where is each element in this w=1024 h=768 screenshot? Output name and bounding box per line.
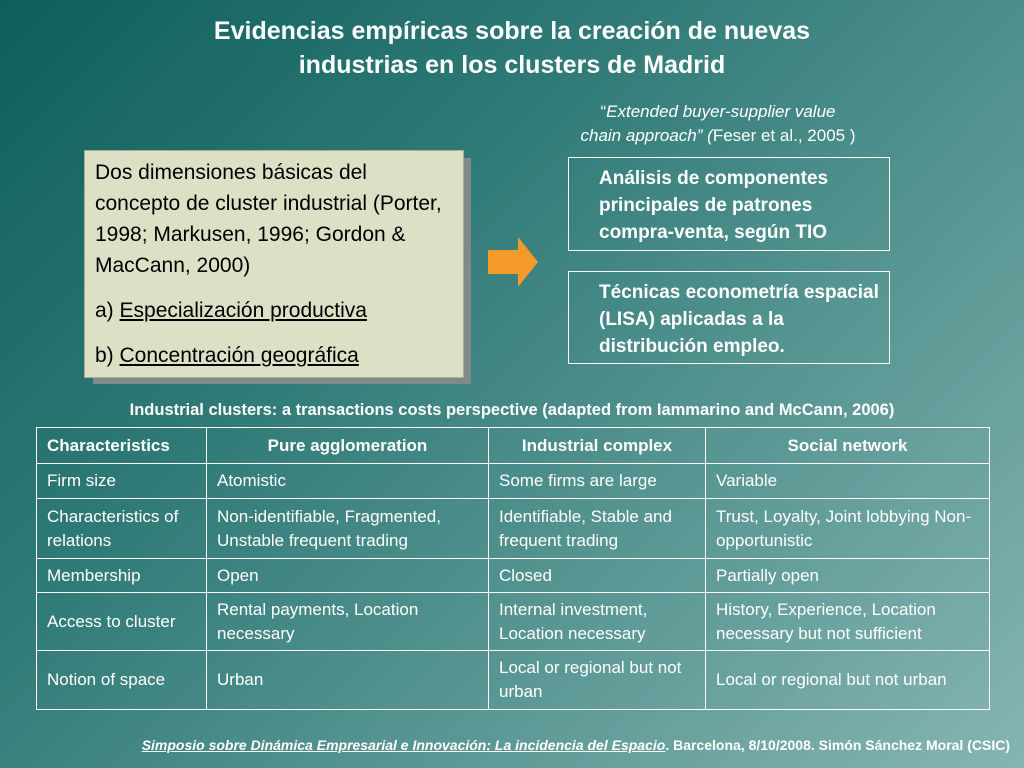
dimensions-intro: Dos dimensiones básicas del concepto de cluster industrial (Porter, 1998; Markusen, 1996; Gordon & MacCann, 2000) <box>95 161 442 277</box>
citation-open-quote: “ <box>600 102 607 121</box>
citation-reference: Feser et al., 2005 ) <box>712 126 856 145</box>
citation <box>540 100 896 148</box>
table-cell: Partially open <box>706 559 990 593</box>
footer-event-link[interactable]: Simposio sobre Dinámica Empresarial e Innovación: La incidencia del Espacio <box>141 737 666 753</box>
footer-details: . Barcelona, 8/10/2008. Simón Sánchez Moral (CSIC) <box>665 737 1010 753</box>
citation-italic-line-2: chain approach” ( <box>580 126 713 145</box>
table-cell: Closed <box>489 559 706 593</box>
table-row <box>37 499 990 559</box>
right-arrow-shape <box>488 237 538 287</box>
table-row <box>37 593 990 651</box>
dimension-item-a-label: Especialización productiva <box>119 299 367 322</box>
header-social-network: Social network <box>706 428 990 464</box>
table-header-row <box>37 428 990 464</box>
table-cell: Rental payments, Location necessary <box>207 593 489 651</box>
dimension-item-a <box>95 295 453 326</box>
dimension-item-b <box>95 340 453 371</box>
table-cell: Characteristics of relations <box>37 499 207 559</box>
right-arrow-icon <box>488 237 538 287</box>
table-cell: Non-identifiable, Fragmented, Unstable frequent trading <box>207 499 489 559</box>
table-cell: Variable <box>706 464 990 499</box>
title-line-1: Evidencias empíricas sobre la creación de nuevas <box>213 17 811 45</box>
table-row <box>37 559 990 593</box>
table-cell: History, Experience, Location necessary but not sufficient <box>706 593 990 651</box>
header-industrial-complex: Industrial complex <box>489 428 706 464</box>
table-cell: Local or regional but not urban <box>706 651 990 710</box>
header-characteristics: Characteristics <box>37 428 207 464</box>
clusters-table <box>36 427 990 710</box>
table-caption: Industrial clusters: a transactions costs perspective (adapted from Iammarino and McCann, 2006) <box>129 401 895 419</box>
table-cell: Notion of space <box>37 651 207 710</box>
table-row <box>37 464 990 499</box>
table-cell: Local or regional but not urban <box>489 651 706 710</box>
table-cell: Trust, Loyalty, Joint lobbying Non-opportunistic <box>706 499 990 559</box>
dimension-item-a-prefix: a) <box>95 299 120 322</box>
table-cell: Atomistic <box>207 464 489 499</box>
dimension-item-b-prefix: b) <box>95 344 120 367</box>
table-cell: Open <box>207 559 489 593</box>
table-cell: Internal investment, Location necessary <box>489 593 706 651</box>
footer <box>20 735 1010 755</box>
table-cell: Membership <box>37 559 207 593</box>
table-cell: Access to cluster <box>37 593 207 651</box>
citation-italic-line-1: Extended buyer-supplier value <box>606 102 836 121</box>
table-cell: Identifiable, Stable and frequent trading <box>489 499 706 559</box>
table-cell: Urban <box>207 651 489 710</box>
dimension-item-b-label: Concentración geográfica <box>119 344 359 367</box>
dimensions-box <box>84 150 464 378</box>
table-cell: Some firms are large <box>489 464 706 499</box>
header-pure-agglomeration: Pure agglomeration <box>207 428 489 464</box>
slide-title <box>150 14 874 82</box>
table-cell: Firm size <box>37 464 207 499</box>
method-box-lisa: Técnicas econometría espacial (LISA) aplicadas a la distribución empleo. <box>568 271 890 364</box>
method-box-pca: Análisis de componentes principales de patrones compra-venta, según TIO <box>568 157 890 251</box>
title-line-2: industrias en los clusters de Madrid <box>298 51 726 79</box>
table-row <box>37 651 990 710</box>
